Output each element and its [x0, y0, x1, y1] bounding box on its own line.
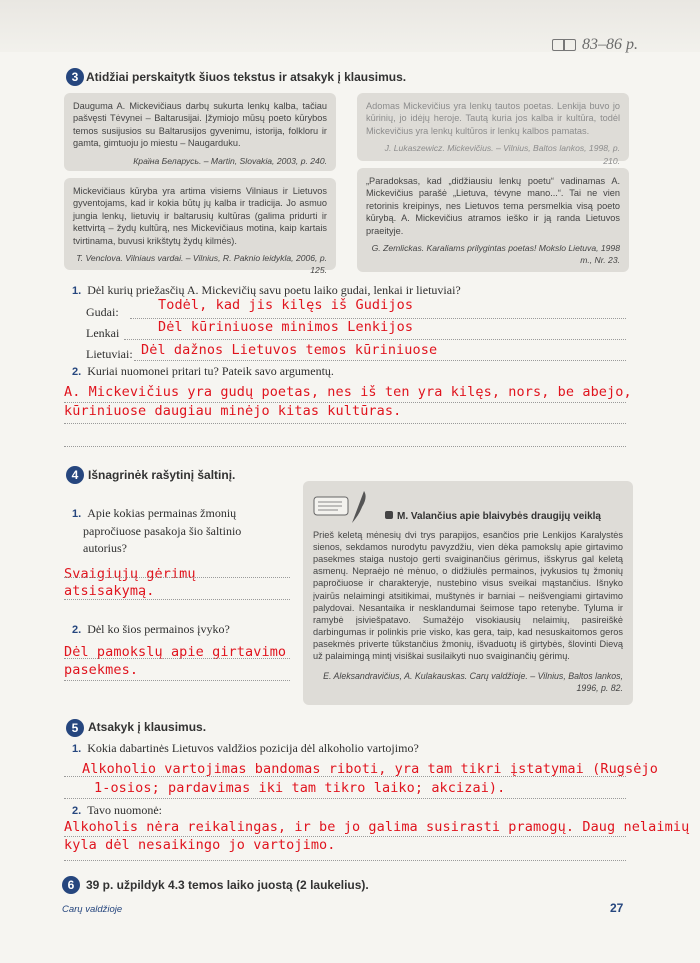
question-5-2: 2. Tavo nuomonė: — [72, 803, 162, 817]
source-citation: E. Aleksandravičius, A. Kulakauskas. Carų valdžioje. – Vilnius, Baltos lankos, 1996, p. 82. — [323, 671, 623, 694]
question-5-1: 1. Kokia dabartinės Lietuvos valdžios pozicija dėl alkoholio vartojimo? — [72, 741, 419, 755]
question-4-2: 2. Dėl ko šios permainos įvyko? — [72, 622, 230, 636]
answer-4-1-line1[interactable]: Svaigiųjų gėrimų — [64, 566, 196, 582]
answer-lenkai[interactable]: Dėl kūriniuose minimos Lenkijos — [158, 319, 414, 335]
answer-line — [64, 599, 290, 600]
quill-scroll-icon — [312, 487, 372, 525]
answer-line — [64, 860, 626, 861]
answer-line — [64, 798, 626, 799]
book-icon — [552, 39, 576, 51]
answer-4-2-line1[interactable]: Dėl pamokslų apie girtavimo — [64, 644, 287, 660]
source-box-3: Mickevičiaus kūryba yra artima visiems Vilniaus ir Lietuvos gyventojams, kad ir kokia būtų jų kalba ir tradicija. Jo asmuo jungia lenkų, lietuvių ir baltarusių kultūras (galima pridurti ir kettvirtą – žydų kultūrą, nes Mickevičiaus motina, kaip kartais tvirtinama, buvusi krikštytų žydų kilmės). T. Venclova. Vilniaus vardai. – Vilnius, R. Paknio leidykla, 2006, p. 125. — [64, 178, 336, 270]
answer-line — [64, 423, 626, 424]
answer-5-2-line1[interactable]: Alkoholis nėra reikalingas, ir be jo galima susirasti pramogų. Daug nelaimių — [64, 819, 690, 835]
task-title-4: Išnagrinėk rašytinį šaltinį. — [88, 468, 236, 482]
source-text: Prieš keletą mėnesių dvi trys parapijos, esančios prie Lenkijos Karalystės sienos, sekdamos nurodytu pavyzdžiu, vien dėka pamokslų apie girtavimo pasekmes staiga nustojo gerti svaiginančius gėrimus, išskyrus gal keletą asmenų. Nepraėjo nė mėnuo, o didžiulės permainos, įvykusios tų žmonių papročiuose ir charakteryje, nustebino visus sveikai mąstančius. Išnyko įvairūs nelaimingi atsitikimai, muštynės ir barniai – neišvengiami girtavimo palydovai. Nesantaika ir nesklandumai šeimose tapo retenybe. Tyluma ir ramybė įsiviešpatavo. Sumažėjo visokiausių nelaimių, pasireiškė darbingumas ir polinkis prie visko, kas gera, taip, kad nesuskaitomos geros pasekmės priverte tūkstančius žmonių, išvaduotų iš girtybės, šlovinti Dievą už palaimingą mintį visiškai susilaikyti nuo svaiginančių gėrimų. — [313, 530, 623, 662]
answer-line — [64, 680, 290, 681]
answer-line — [64, 577, 290, 578]
answer-line — [64, 776, 626, 777]
source-box-2: Adomas Mickevičius yra lenkų tautos poetas. Lenkija buvo jo kūrinių, jo idėjų heroje. Tautą kuria jos kalba ir kultūra, todėl Mickevičius yra lenkų kultūros ir lenkų kalbos pamatas. J. Lukaszewicz. Mickevičius. – Vilnius, Baltos lankos, 1998, p. 210. — [357, 93, 629, 161]
task-title-6: 39 p. užpildyk 4.3 temos laiko juostą (2 laukelius). — [86, 878, 369, 892]
task-title-3: Atidžiai perskaitytk šiuos tekstus ir atsakyk į klausimus. — [86, 70, 407, 84]
question-4-1: 1. Apie kokias permainas žmonių papročiuose pasakoja šio šaltinio autorius? — [72, 506, 242, 555]
answer-4-2-line2[interactable]: pasekmes. — [64, 662, 139, 678]
footer-chapter: Carų valdžioje — [62, 904, 123, 915]
row-label-lietuviai: Lietuviai: — [86, 347, 133, 361]
square-icon — [385, 511, 393, 519]
answer-5-2-line2[interactable]: kyla dėl nesaikingo jo vartojimo. — [64, 837, 336, 853]
question-3-1: 1. Dėl kurių priežasčių A. Mickevičių savu poetu laiko gudai, lenkai ir lietuviai? — [72, 283, 461, 297]
answer-gudai[interactable]: Todėl, kad jis kilęs iš Gudijos — [158, 297, 414, 313]
task-number-4: 4 — [66, 466, 84, 484]
answer-line — [64, 446, 626, 447]
answer-4-1-line2[interactable]: atsisakymą. — [64, 583, 155, 599]
answer-line — [124, 339, 626, 340]
task-title-5: Atsakyk į klausimus. — [88, 720, 207, 734]
answer-line — [64, 658, 290, 659]
row-label-lenkai: Lenkai — [86, 326, 120, 340]
answer-5-1-line1[interactable]: Alkoholio vartojimas bandomas riboti, yra tam tikri įstatymai (Rugsėjo — [82, 761, 658, 777]
answer-3-2-line2[interactable]: kūriniuose daugiau minėjo kitas kultūras. — [64, 403, 402, 419]
answer-lietuviai[interactable]: Dėl dažnos Lietuvos temos kūriniuose — [141, 342, 438, 358]
task-number-6: 6 — [62, 876, 80, 894]
source-box-1: Dauguma A. Mickevičiaus darbų sukurta lenkų kalba, tačiau pašvęsti Tėvynei – Baltarusijai. Įžymiojo mūsų poeto kūrybos temos susijusios su Baltarusijos gyvenimu, istorija, folkloru ir gamta, gimtuoju jo miestu – Naugarduku. Країна Беларусь. – Martin, Slovakia, 2003, p. 240. — [64, 93, 336, 171]
answer-5-1-line2[interactable]: 1-osios; pardavimas iki tam tikro laiko; akcizai). — [94, 780, 506, 796]
task-number-3: 3 — [66, 68, 84, 86]
source-heading: M. Valančius apie blaivybės draugijų veiklą — [385, 511, 623, 523]
source-box-4: „Paradoksas, kad „didžiausiu lenkų poetu“ vadinamas A. Mickevičius parašė „Lietuva, tėvyne mano...“. Tai ne vien retorinis kreipinys, nes Lietuvos tema persmelkia visą poeto kūrybą. A. Mickevičius atramos ieško ir ją randa Lietuvos praeityje. G. Zemlickas. Karaliams prilygintas poetas! Mokslo Lietuva, 1998 m., Nr. 23. — [357, 168, 629, 272]
page-number: 27 — [610, 901, 624, 915]
page-reference: 83–86 p. — [552, 36, 638, 54]
answer-3-2-line1[interactable]: A. Mickevičius yra gudų poetas, nes iš ten yra kilęs, nors, be abejo, — [64, 384, 632, 400]
question-3-2: 2. Kuriai nuomonei pritari tu? Pateik savo argumentų. — [72, 364, 334, 378]
row-label-gudai: Gudai: — [86, 305, 119, 319]
answer-line — [134, 360, 626, 361]
task-number-5: 5 — [66, 719, 84, 737]
